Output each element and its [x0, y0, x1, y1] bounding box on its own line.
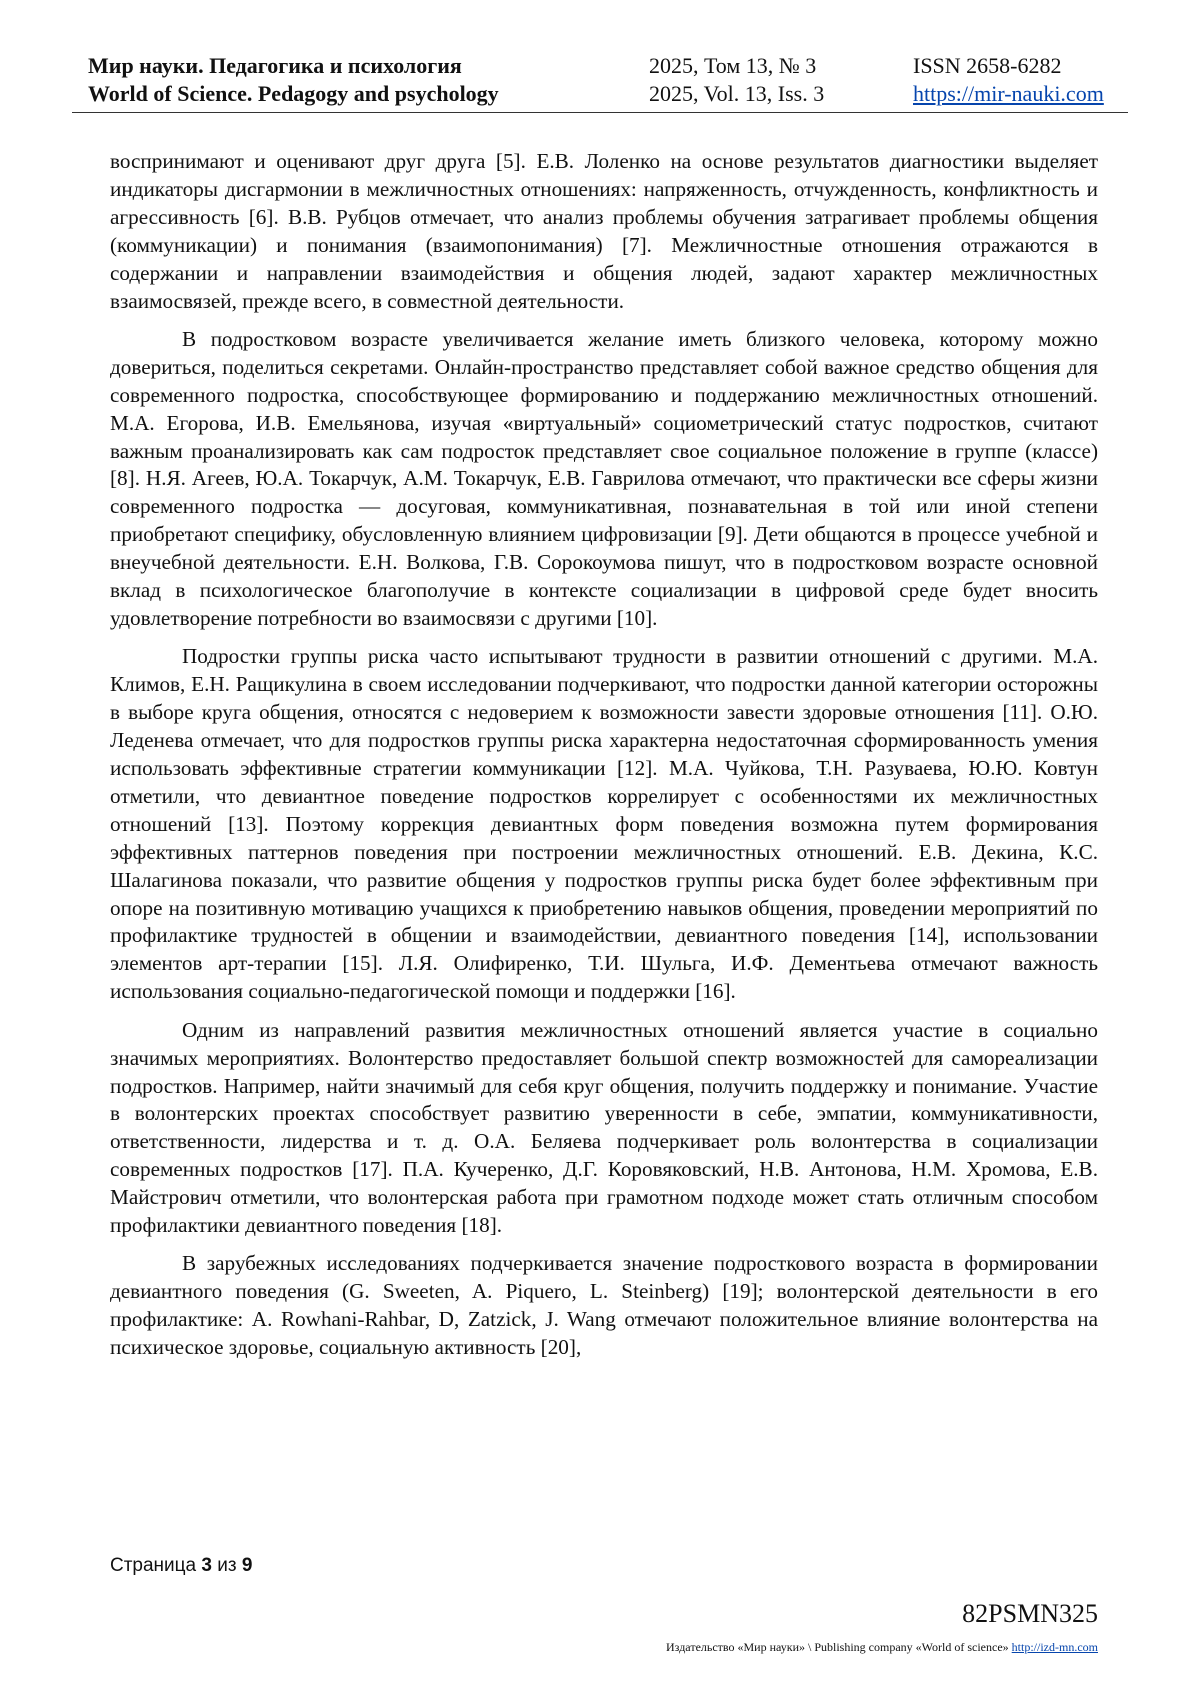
page-current: 3: [201, 1555, 212, 1576]
body-text: [110, 148, 1098, 1373]
issue-en: 2025, Vol. 13, Iss. 3: [649, 81, 825, 106]
issue-ru: 2025, Том 13, № 3: [649, 53, 817, 78]
page-number: [110, 1555, 252, 1577]
publisher-text: Издательство «Мир науки» \ Publishing company «World of science»: [666, 1640, 1009, 1654]
publisher-line: [666, 1640, 1098, 1655]
journal-title-en: World of Science. Pedagogy and psychology: [88, 81, 499, 106]
paragraph-5: В зарубежных исследованиях подчеркивается значение подросткового возраста в формировании девиантного поведения (G. Sweeten, A. Piquero, L. Steinberg) [19]; волонтерской деятельности в его профилактике: A. Rowhani-Rahbar, D, Zatzick, J. Wang отмечают положительное влияние волонтерства на психическое здоровье, социальную активность [20],: [110, 1251, 1098, 1360]
page-header: [72, 48, 1128, 113]
page-total: 9: [241, 1555, 253, 1576]
issn: ISSN 2658-6282: [913, 53, 1062, 78]
journal-title-ru: Мир науки. Педагогика и психология: [88, 53, 462, 78]
page-word: Страница: [110, 1555, 197, 1576]
paragraph-3: Подростки группы риска часто испытывают трудности в развитии отношений с другими. М.А. Климов, Е.Н. Ращикулина в своем исследовании подчеркивают, что подростки данной категории осторожны в выборе круга общения, относятся с недоверием к возможности завести здоровые отношения [11]. О.Ю. Леденева отмечает, что для подростков группы риска характерна недостаточная сформированность умения использовать эффективные стратегии коммуникации [12]. М.А. Чуйкова, Т.Н. Разуваева, Ю.Ю. Ковтун отметили, что девиантное поведение подростков коррелирует с особенностями их межличностных отношений [13]. Поэтому коррекция девиантных форм поведения возможна путем формирования эффективных паттернов поведения при построении межличностных отношений. Е.В. Декина, К.С. Шалагинова показали, что развитие общения у подростков группы риска будет более эффективным при опоре на позитивную мотивацию учащихся к приобретению навыков общения, проведении мероприятий по профилактике трудностей в общении и взаимодействии, девиантного поведения [14], использовании элементов арт-терапии [15]. Л.Я. Олифиренко, Т.И. Шульга, И.Ф. Дементьева отмечают важность использования социально-педагогической помощи и поддержки [16].: [110, 644, 1098, 1004]
journal-url-link[interactable]: https://mir-nauki.com: [913, 81, 1104, 106]
paragraph-2: В подростковом возрасте увеличивается желание иметь близкого человека, которому можно довериться, поделиться секретами. Онлайн-пространство представляет собой важное средство общения для современного подростка, способствующее формированию и поддержанию межличностных отношений. М.А. Егорова, И.В. Емельянова, изучая «виртуальный» социометрический статус подростков, считают важным проанализировать как сам подросток представляет свое социальное положение в группе (классе) [8]. Н.Я. Агеев, Ю.А. Токарчук, А.М. Токарчук, Е.В. Гаврилова отмечают, что практически все сферы жизни современного подростка — досуговая, коммуникативная, познавательная в той или иной степени приобретают специфику, обусловленную влиянием цифровизации [9]. Дети общаются в процессе учебной и внеучебной деятельности. Е.Н. Волкова, Г.В. Сорокоумова пишут, что в подростковом возрасте основной вклад в психологическое благополучие в контексте социализации в цифровой среде будет вносить удовлетворение потребности во взаимосвязи с другими [10].: [110, 326, 1098, 630]
article-code: 82PSMN325: [962, 1599, 1098, 1628]
paragraph-1: воспринимают и оценивают друг друга [5]. Е.В. Лоленко на основе результатов диагностики выделяет индикаторы дисгармонии в межличностных отношениях: напряженность, отчужденность, конфликтность и агрессивность [6]. В.В. Рубцов отмечает, что анализ проблемы обучения затрагивает проблемы общения (коммуникации) и понимания (взаимопонимания) [7]. Межличностные отношения отражаются в содержании и направлении взаимодействия и общения людей, задают характер межличностных взаимосвязей, прежде всего, в совместной деятельности.: [110, 149, 1098, 313]
publisher-url-link[interactable]: http://izd-mn.com: [1011, 1640, 1098, 1654]
paragraph-4: Одним из направлений развития межличностных отношений является участие в социально значимых мероприятиях. Волонтерство предоставляет большой спектр возможностей для самореализации подростков. Например, найти значимый для себя круг общения, получить поддержку и понимание. Участие в волонтерских проектах способствует развитию уверенности в себе, эмпатии, коммуникативности, ответственности, лидерства и т. д. О.А. Беляева подчеркивает роль волонтерства в социализации современных подростков [17]. П.А. Кучеренко, Д.Г. Коровяковский, Н.В. Антонова, Н.М. Хромова, Е.В. Майстрович отметили, что волонтерская работа при грамотном подходе может стать отличным способом профилактики девиантного поведения [18].: [110, 1017, 1098, 1238]
page-of: из: [217, 1555, 237, 1576]
